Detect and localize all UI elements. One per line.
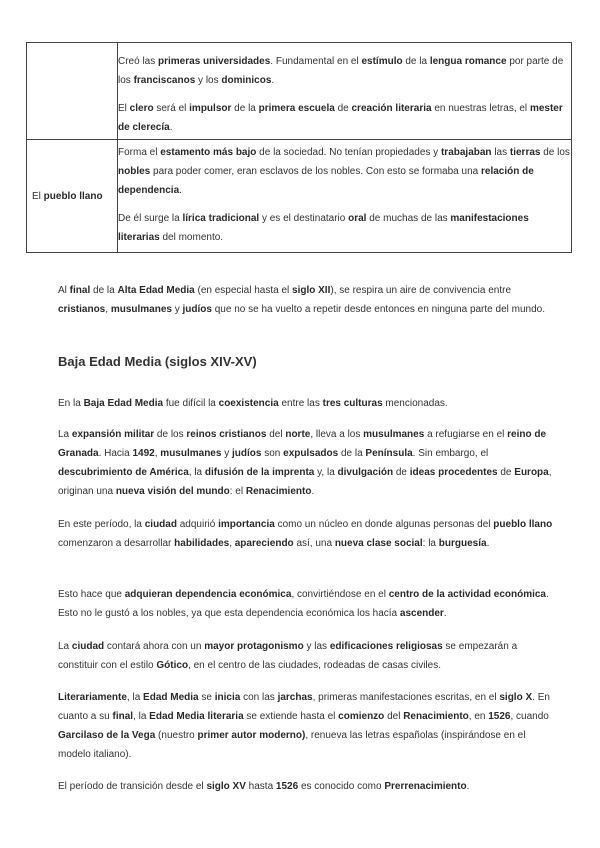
bold-text: primeras universidades [158,56,271,67]
text-run: con las [240,692,278,703]
text-run: , [154,448,161,459]
bold-text: siglo XII [292,285,331,296]
text-run: hasta [245,781,276,792]
text-run: . [311,486,315,497]
body-paragraph-4 [58,585,558,623]
bold-text: musulmanes [110,304,172,315]
text-run: fue difícil la [163,398,219,409]
text-run: a refugiarse en el [424,429,508,440]
text-run: y [171,304,183,315]
body-paragraph-7 [58,777,558,796]
bold-text: divulgación [337,467,394,478]
row-label-empty [27,43,118,140]
text-run: las [491,147,510,158]
bold-text: ideas procedentes [409,467,498,478]
text-run: y los [195,75,222,86]
text-run: de la [338,448,366,459]
paragraph-block-5 [58,637,558,675]
text-run: : el [229,486,246,497]
text-run: mencionadas. [382,398,448,409]
text-run: En la [58,398,84,409]
row-label-pueblo-llano [27,140,118,253]
bold-text: jarchas [277,692,313,703]
bold-text: final [69,285,91,296]
intro-paragraph [58,281,558,319]
text-run: se [198,692,215,703]
text-run: de [393,467,410,478]
bold-text: trabajaban [440,147,492,158]
bold-text: adquieran dependencia económica [124,589,292,600]
text-run: . [179,185,182,196]
text-run: que no se ha vuelto a repetir desde entonces en ninguna parte del mundo. [211,304,545,315]
text-run: : la [422,538,439,549]
bold-text: Renacimiento [245,486,312,497]
bold-text: pueblo llano [493,519,553,530]
text-run: de los [540,147,570,158]
text-run: adquirió [176,519,219,530]
text-run: (en especial hasta el [194,285,293,296]
text-run: El [118,103,130,114]
bold-text: descubrimiento de América [58,467,189,478]
body-paragraph-2 [58,425,558,501]
text-run: , en [468,711,489,722]
text-run: Al [58,285,70,296]
text-run: comenzaron a desarrollar [58,538,175,549]
bold-text: estímulo [361,56,403,67]
bold-text: primer autor moderno) [197,730,306,741]
text-run: . En cuanto a su [58,692,550,722]
bold-text: cristianos [58,304,106,315]
text-run: se extiende hasta el [243,711,339,722]
bold-text: final [112,711,134,722]
text-run: entre las [278,398,323,409]
paragraph-block-1 [58,394,558,413]
bold-text: judíos [182,304,212,315]
bold-text: reino de Granada [58,429,547,459]
bold-text: Europa [514,467,549,478]
text-run: contará ahora con un [104,641,205,652]
text-run: . Hacia [98,448,133,459]
text-run: del momento. [159,232,224,243]
text-run: La [58,641,72,652]
text-run: . Fundamental en el [270,56,362,67]
bold-text: inicia [214,692,241,703]
text-run: del [384,711,404,722]
bold-text: tres culturas [322,398,383,409]
bold-text: Garcilaso de la Vega [58,730,156,741]
text-run: . [466,781,470,792]
body-paragraph-6 [58,688,558,764]
row-content-clero [118,43,572,140]
clero-paragraph-1 [118,52,571,90]
text-run: de la [402,56,430,67]
text-run: y es el destinatario [259,213,349,224]
text-run: , en el centro de las ciudades, rodeadas de casas civiles. [188,660,441,671]
bold-text: judíos [232,448,262,459]
bold-text: primera escuela [258,103,335,114]
bold-text: mayor protagonismo [204,641,304,652]
row-content-pueblo-llano [118,140,572,253]
bold-text: burguesía [438,538,487,549]
text-run: . [443,608,447,619]
paragraph-block-7 [58,777,558,796]
bold-text: ascender [399,608,444,619]
text-run: Creó las [118,56,159,67]
bold-text: Edad Media literaria [149,711,244,722]
bold-text: reinos cristianos [186,429,267,440]
table-row-pueblo-llano [27,140,572,253]
bold-text: 1526 [488,711,511,722]
pueblo-paragraph-2 [118,209,571,247]
text-run: Esto hace que [58,589,125,600]
bold-text: nobles [118,166,151,177]
text-run: . Sin embargo, el [412,448,489,459]
text-run: y, la [314,467,338,478]
text-run: , renueva las letras españolas (inspirándose en el modelo italiano). [58,730,526,760]
bold-text: importancia [218,519,275,530]
bold-text: siglo X [499,692,533,703]
bold-text: oral [348,213,367,224]
pueblo-paragraph-1 [118,143,571,200]
clero-paragraph-2 [118,99,571,137]
bold-text: Prerrenacimiento [384,781,467,792]
text-run: , convirtiéndose en el [291,589,389,600]
text-run: , [105,304,111,315]
bold-text: 1492 [132,448,155,459]
text-run: es conocido como [298,781,385,792]
bold-text: Gótico [156,660,189,671]
bold-text: Edad Media [143,692,199,703]
bold-text: Península [365,448,413,459]
bold-text: 1526 [275,781,299,792]
bold-text: centro de la actividad económica [388,589,546,600]
text-run: será el [153,103,190,114]
bold-text: comienzo [338,711,385,722]
text-run: como un núcleo en donde algunas personas del [274,519,494,530]
text-run: (nuestro [155,730,198,741]
text-run: , la [133,711,150,722]
bold-text: coexistencia [218,398,279,409]
bold-text: siglo XV [206,781,246,792]
text-run: ), se respira un aire de convivencia entre [330,285,512,296]
text-run: en nuestras letras, el [431,103,530,114]
bold-text: estamento más bajo [160,147,257,158]
bold-text: mester de clerecía [118,103,563,133]
text-run: De él surge la [118,213,183,224]
bold-text: lengua romance [429,56,507,67]
paragraph-block-6 [58,688,558,764]
text-run: , lleva a los [310,429,364,440]
intro-section [58,281,558,319]
bold-text: manifestaciones literarias [118,213,529,243]
body-paragraph-5 [58,637,558,675]
bold-text: ciudad [71,641,105,652]
text-run: de [334,103,352,114]
paragraph-block-3 [58,515,558,553]
bold-text: ciudad [144,519,177,530]
text-run: se empezarán a constituir con el estilo [58,641,518,671]
bold-text: franciscanos [133,75,196,86]
text-run: El período de transición desde el [58,781,207,792]
bold-text: impulsor [189,103,232,114]
estates-table [26,42,572,253]
body-paragraph-3 [58,515,558,553]
text-run: , primeras manifestaciones escritas, en el [312,692,500,703]
text-run: , [229,538,235,549]
bold-text: apareciendo [234,538,294,549]
text-run: . [486,538,490,549]
section-heading: Baja Edad Media (siglos XIV-XV) [58,354,257,369]
bold-text: nueva visión del mundo [115,486,230,497]
text-run: del [266,429,286,440]
bold-text: expansión militar [71,429,155,440]
text-run: y las [303,641,330,652]
bold-text: pueblo llano [43,190,103,202]
bold-text: norte [285,429,311,440]
bold-text: dominicos [221,75,272,86]
text-run: son [261,448,284,459]
bold-text: habilidades [174,538,230,549]
text-run: así, una [293,538,335,549]
bold-text: expulsados [283,448,339,459]
bold-text: edificaciones religiosas [329,641,443,652]
bold-text: relación de dependencia [118,166,534,196]
text-run: de [497,467,515,478]
bold-text: Alta Edad Media [117,285,195,296]
bold-text: clero [129,103,154,114]
text-run: Forma el [118,147,161,158]
text-run: y [221,448,232,459]
text-run: de muchas de las [366,213,451,224]
text-run: de la [90,285,118,296]
text-run: por parte de los [118,56,564,86]
text-run: . [271,75,275,86]
bold-text: tierras [509,147,541,158]
text-run: El [32,190,44,202]
body-paragraph-1 [58,394,558,413]
bold-text: Renacimiento [403,711,469,722]
text-run: para poder comer, eran esclavos de los nobles. Con esto se formaba una [150,166,481,177]
bold-text: nueva clase social [334,538,423,549]
bold-text: lírica tradicional [182,213,260,224]
text-run: de la sociedad. No tenían propiedades y [256,147,441,158]
paragraph-block-4 [58,585,558,623]
text-run: de los [154,429,187,440]
paragraph-block-2 [58,425,558,501]
bold-text: musulmanes [363,429,425,440]
text-run: . Esto no le gustó a los nobles, ya que esta dependencia económica los hacía [58,589,549,619]
table-row-clero [27,43,572,140]
text-run: En este período, la [58,519,145,530]
text-run: , cuando [510,711,549,722]
bold-text: Baja Edad Media [83,398,164,409]
bold-text: creación literaria [351,103,432,114]
bold-text: Literariamente [58,692,127,703]
text-run: La [58,429,72,440]
text-run: . [169,122,173,133]
bold-text: musulmanes [160,448,222,459]
text-run: , la [126,692,144,703]
bold-text: difusión de la imprenta [204,467,315,478]
text-run: de la [231,103,259,114]
text-run: , la [188,467,205,478]
text-run: , originan una [58,467,552,497]
